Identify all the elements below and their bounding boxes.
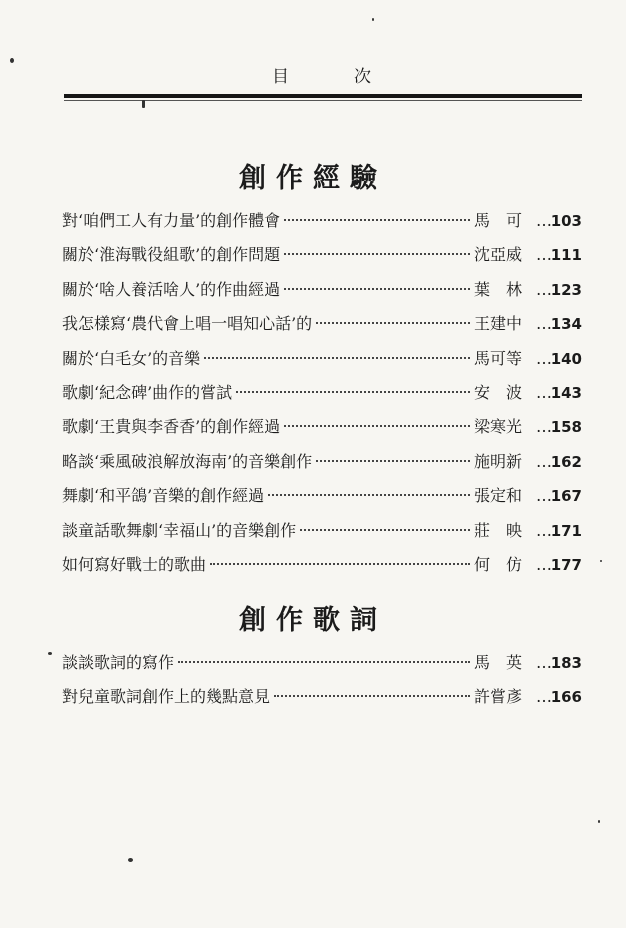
- toc-entry-author: 何 仿: [474, 554, 523, 574]
- dot-leader: …: [536, 382, 551, 402]
- dot-leader: …: [536, 486, 551, 506]
- toc-list-creative-experience: [62, 208, 582, 586]
- toc-entry-author: 張定和: [474, 486, 523, 506]
- toc-entry-title: 關於‘啥人養活啥人’的作曲經過: [62, 279, 281, 299]
- toc-entry-page: 143: [550, 383, 582, 402]
- toc-entry: [62, 684, 582, 718]
- toc-entry: [62, 449, 582, 483]
- dot-leader: [178, 661, 470, 663]
- toc-entry-page: 134: [550, 315, 582, 334]
- scan-speck: [598, 820, 600, 823]
- toc-entry-author: 莊 映: [474, 520, 523, 540]
- dot-leader: [236, 391, 470, 393]
- toc-entry-author: 安 波: [474, 382, 523, 402]
- toc-entry-page: 103: [550, 212, 582, 230]
- toc-entry-title: 關於‘淮海戰役組歌’的創作問題: [62, 245, 281, 265]
- toc-entry: [62, 311, 582, 345]
- toc-entry-title: 我怎樣寫‘農代會上唱一唱知心話’的: [62, 314, 313, 334]
- dot-leader: [204, 357, 470, 359]
- toc-entry-page: 111: [550, 246, 582, 265]
- dot-leader: …: [536, 211, 551, 230]
- toc-entry-title: 對‘咱們工人有力量’的創作體會: [62, 211, 281, 230]
- header-rule-thick: [64, 94, 582, 98]
- dot-leader: …: [536, 451, 551, 471]
- section-title: 創作經驗: [239, 163, 387, 194]
- toc-entry-title: 歌劇‘王貴與李香香’的創作經過: [62, 417, 281, 437]
- dot-leader: …: [536, 653, 551, 672]
- toc-entry-author: 許嘗彥: [474, 687, 523, 707]
- toc-entry-author: 施明新: [474, 451, 523, 471]
- scan-speck: [600, 560, 602, 562]
- dot-leader: …: [536, 348, 551, 368]
- toc-entry-author: 馬 英: [474, 653, 523, 672]
- dot-leader: [284, 253, 470, 255]
- dot-leader: …: [536, 245, 551, 265]
- toc-entry: [62, 518, 582, 552]
- toc-entry: [62, 650, 582, 684]
- dot-leader: [300, 529, 470, 531]
- dot-leader: [210, 563, 470, 565]
- toc-entry: [62, 346, 582, 380]
- toc-entry-title: 關於‘白毛女’的音樂: [62, 348, 201, 368]
- running-head: [0, 62, 626, 86]
- toc-entry-title: 舞劇‘和平鴿’音樂的創作經過: [62, 486, 265, 506]
- dot-leader: …: [536, 314, 551, 334]
- running-head-char: 目: [272, 67, 289, 87]
- toc-entry: [62, 483, 582, 517]
- dot-leader: [268, 494, 470, 496]
- toc-entry-author: 馬可等: [474, 348, 523, 368]
- dot-leader: …: [536, 554, 551, 574]
- toc-entry: [62, 277, 582, 311]
- toc-entry-title: 略談‘乘風破浪解放海南’的音樂創作: [62, 451, 313, 471]
- toc-entry-page: 167: [550, 487, 582, 506]
- dot-leader: [316, 322, 470, 324]
- toc-entry: [62, 380, 582, 414]
- dot-leader: …: [536, 520, 551, 540]
- toc-entry: [62, 242, 582, 276]
- scan-speck: [142, 100, 145, 108]
- toc-entry-page: 158: [550, 418, 582, 437]
- toc-entry-title: 如何寫好戰士的歌曲: [62, 554, 207, 574]
- toc-list-lyrics: [62, 650, 582, 719]
- scan-speck: [372, 18, 374, 21]
- toc-entry-author: 王建中: [474, 314, 523, 334]
- running-head-char: 次: [354, 67, 371, 87]
- toc-entry-author: 馬 可: [474, 211, 523, 230]
- toc-entry-page: 177: [550, 555, 582, 574]
- toc-entry-title: 對兒童歌詞創作上的幾點意見: [62, 687, 271, 707]
- dot-leader: [274, 695, 470, 697]
- toc-entry: [62, 208, 582, 242]
- dot-leader: [284, 288, 470, 290]
- toc-entry-title: 談童話歌舞劇‘幸福山’的音樂創作: [62, 520, 297, 540]
- dot-leader: [316, 460, 470, 462]
- toc-entry: [62, 414, 582, 448]
- toc-entry-author: 沈亞威: [474, 245, 523, 265]
- dot-leader: …: [536, 279, 551, 299]
- dot-leader: [284, 219, 470, 221]
- dot-leader: [284, 425, 470, 427]
- toc-entry-author: 梁寒光: [474, 417, 523, 437]
- toc-entry-page: 140: [550, 349, 582, 368]
- dot-leader: …: [536, 687, 551, 707]
- section-title: 創作歌詞: [239, 605, 387, 636]
- toc-entry-page: 123: [550, 280, 582, 299]
- scan-speck: [48, 652, 52, 655]
- toc-entry-title: 歌劇‘紀念碑’曲作的嘗試: [62, 382, 233, 402]
- toc-entry-title: 談談歌詞的寫作: [62, 653, 175, 672]
- toc-entry-page: 162: [550, 452, 582, 471]
- toc-entry-page: 166: [550, 688, 582, 707]
- scan-speck: [128, 858, 133, 862]
- toc-entry-author: 葉 林: [474, 279, 523, 299]
- toc-entry: [62, 552, 582, 586]
- toc-entry-page: 171: [550, 521, 582, 540]
- dot-leader: …: [536, 417, 551, 437]
- toc-entry-page: 183: [550, 654, 582, 672]
- scan-speck: [10, 58, 14, 63]
